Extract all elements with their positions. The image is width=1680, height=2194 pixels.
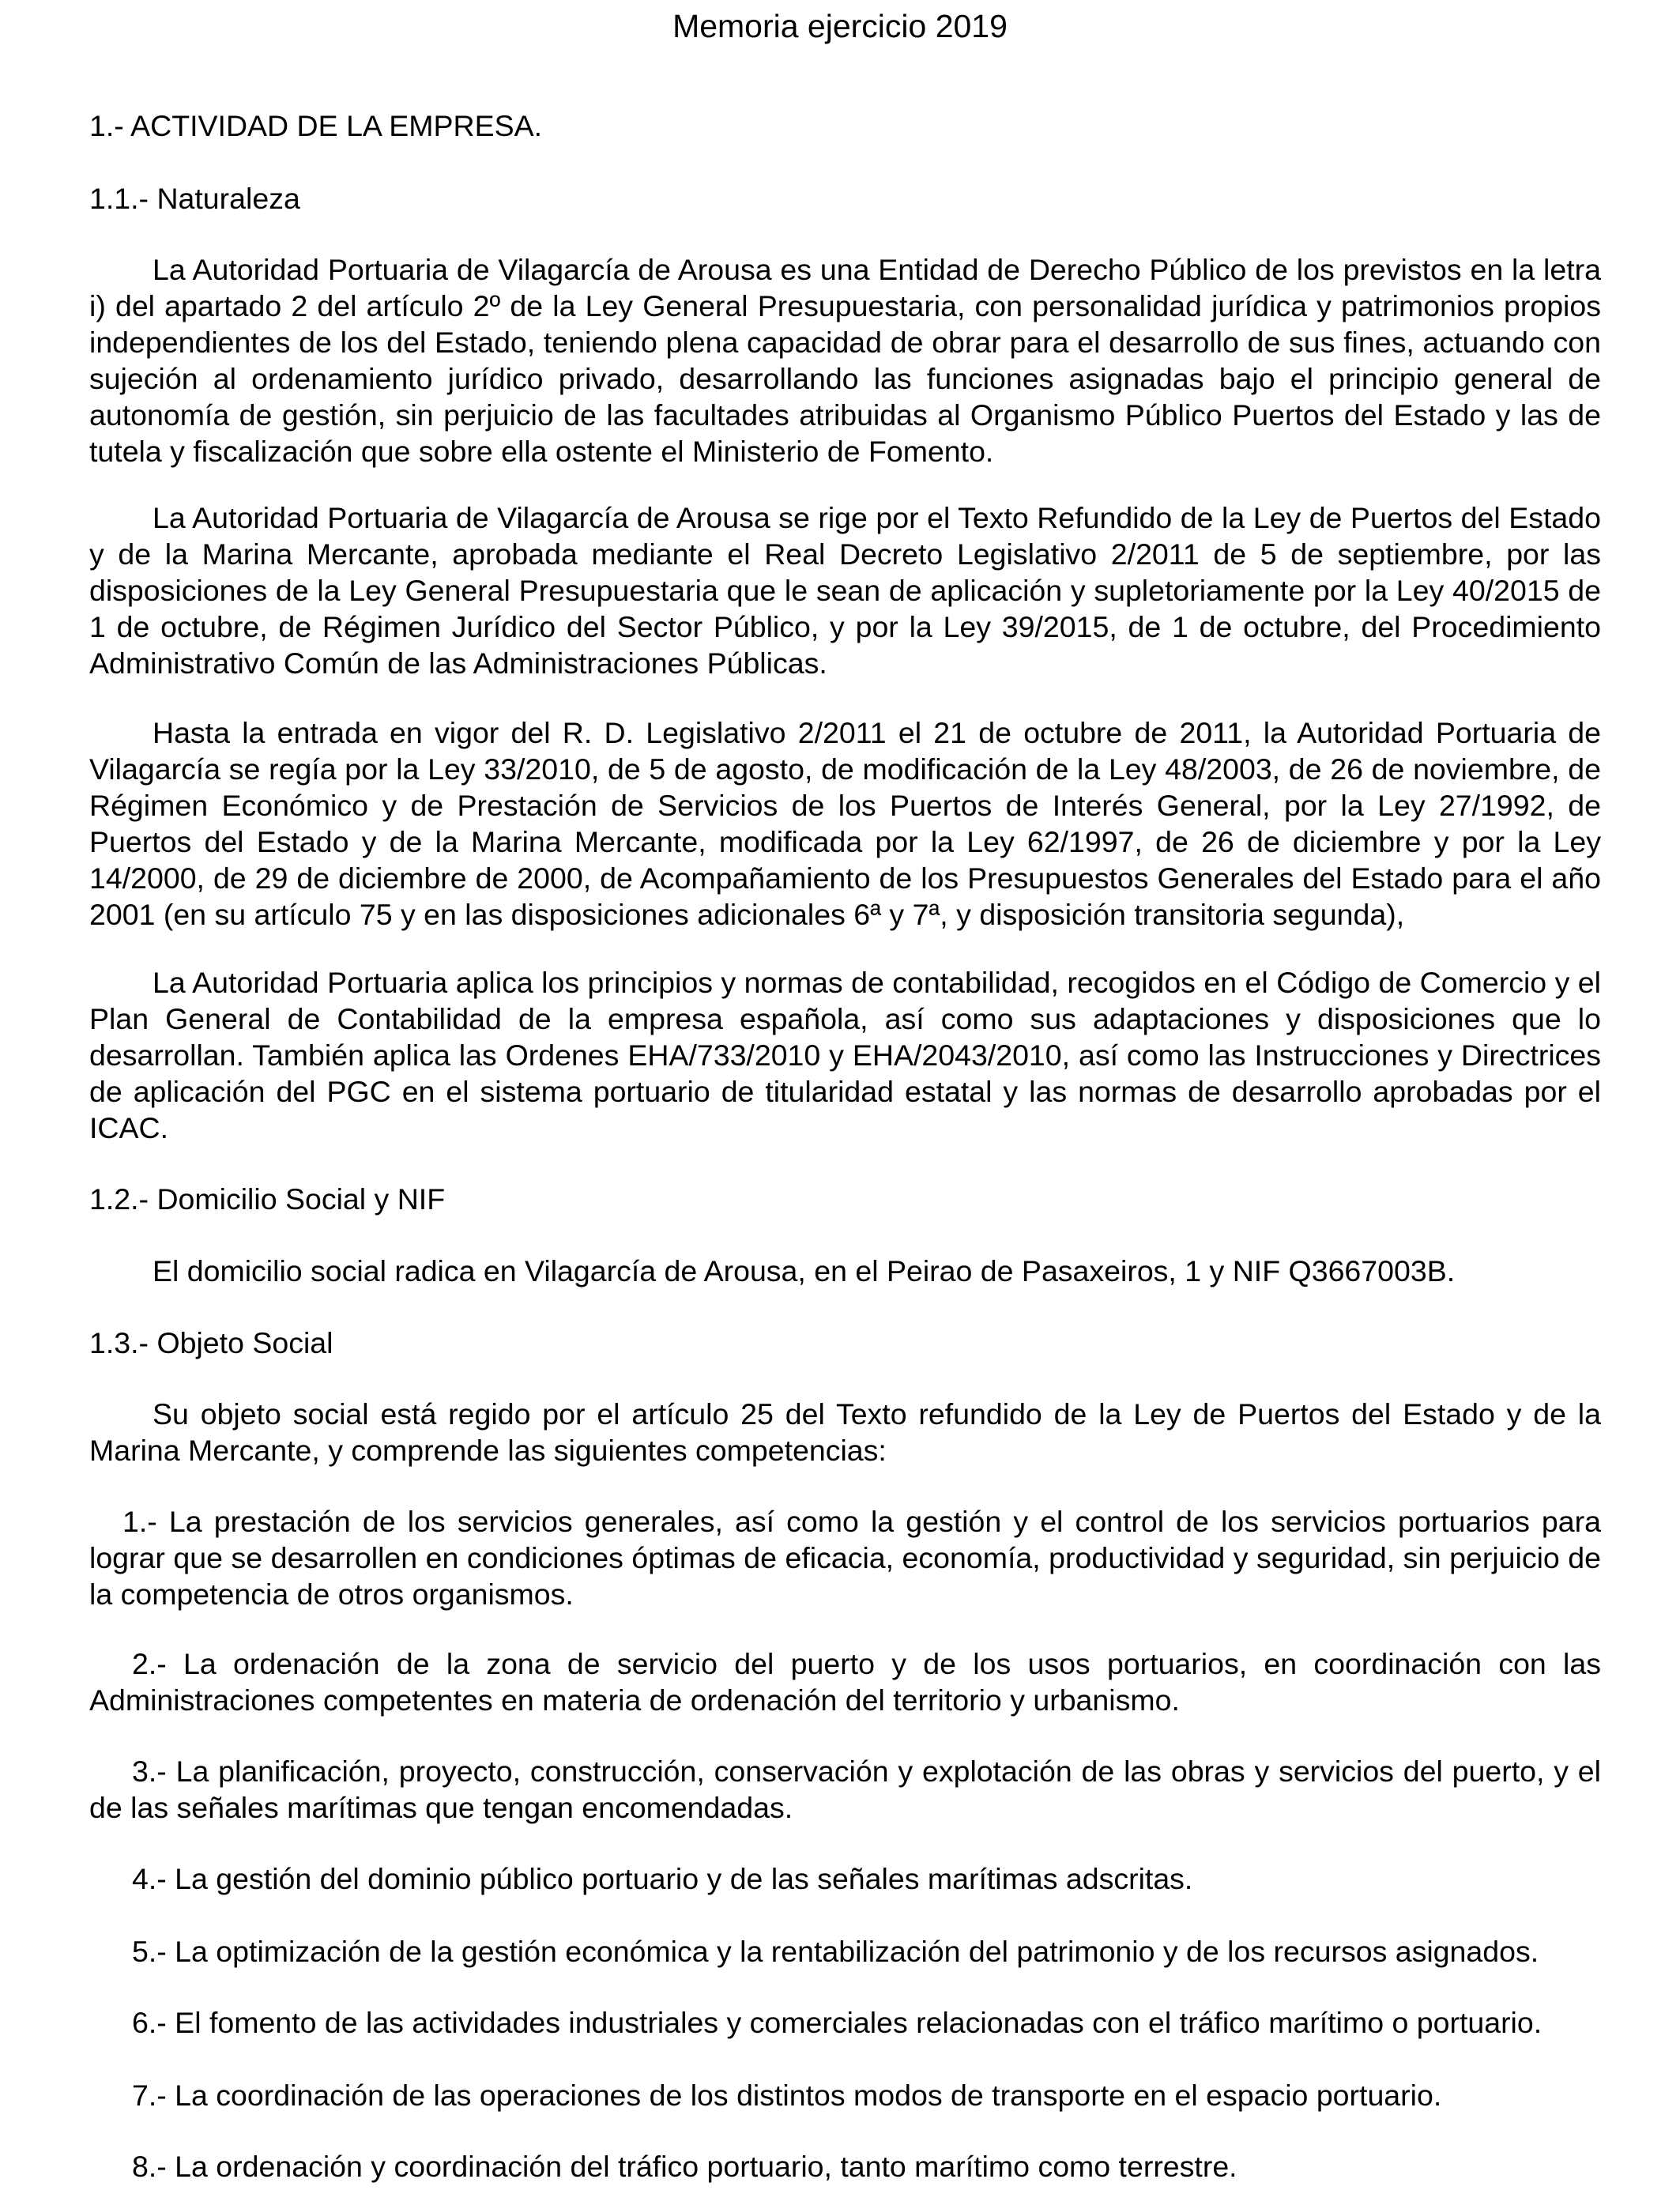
paragraph-naturaleza-4: La Autoridad Portuaria aplica los principios y normas de contabilidad, recogidos en el Código de Comercio y el Plan General de Contabilidad de la empresa española, así como sus adaptaciones y disposiciones que lo desarrollan. También aplica las Ordenes EHA/733/2010 y EHA/2043/2010, así como las Instrucciones y Directrices de aplicación del PGC en el sistema portuario de titularidad estatal y las normas de desarrollo aprobadas por el ICAC. — [89, 966, 1601, 1144]
paragraph-objeto-social: Su objeto social está regido por el artículo 25 del Texto refundido de la Ley de Puertos del Estado y de la Marina Mercante, y comprende las siguientes competencias: — [89, 1397, 1601, 1467]
list-item-5: 5.- La optimización de la gestión económica y la rentabilización del patrimonio y de los recursos asignados. — [132, 1935, 1539, 1968]
list-item-4: 4.- La gestión del dominio público portuario y de las señales marítimas adscritas. — [132, 1862, 1193, 1895]
paragraph-domicilio: El domicilio social radica en Vilagarcía de Arousa, en el Peirao de Pasaxeiros, 1 y NIF Q3667003B. — [153, 1254, 1456, 1287]
paragraph-naturaleza-3: Hasta la entrada en vigor del R. D. Legislativo 2/2011 el 21 de octubre de 2011, la Autoridad Portuaria de Vilagarcía se regía por la Ley 33/2010, de 5 de agosto, de modificación de la Ley 48/2003, de 26 de noviembre, de Régimen Económico y de Prestación de Servicios de los Puertos de Interés General, por la Ley 27/1992, de Puertos del Estado y de la Marina Mercante, modificada por la Ley 62/1997, de 26 de diciembre y por la Ley 14/2000, de 29 de diciembre de 2000, de Acompañamiento de los Presupuestos Generales del Estado para el año 2001 (en su artículo 75 y en las disposiciones adicionales 6ª y 7ª, y disposición transitoria segunda), — [89, 716, 1601, 931]
subsection-1-2-heading: 1.2.- Domicilio Social y NIF — [89, 1182, 446, 1216]
list-item-3: 3.- La planificación, proyecto, construcción, conservación y explotación de las obras y servicios del puerto, y el de las señales marítimas que tengan encomendadas. — [89, 1755, 1601, 1824]
subsection-1-1-heading: 1.1.- Naturaleza — [89, 182, 300, 215]
list-item-7: 7.- La coordinación de las operaciones de los distintos modos de transporte en el espacio portuario. — [132, 2079, 1442, 2112]
document-title: Memoria ejercicio 2019 — [672, 8, 1008, 44]
list-item-6: 6.- El fomento de las actividades industriales y comerciales relacionadas con el tráfico marítimo o portuario. — [132, 2006, 1543, 2039]
list-item-2: 2.- La ordenación de la zona de servicio del puerto y de los usos portuarios, en coordinación con las Administraciones competentes en materia de ordenación del territorio y urbanismo. — [89, 1647, 1601, 1717]
list-item-8: 8.- La ordenación y coordinación del tráfico portuario, tanto marítimo como terrestre. — [132, 2150, 1237, 2183]
paragraph-naturaleza-1: La Autoridad Portuaria de Vilagarcía de Arousa es una Entidad de Derecho Público de los previstos en la letra i) del apartado 2 del artículo 2º de la Ley General Presupuestaria, con personalidad jurídica y patrimonios propios independientes de los del Estado, teniendo plena capacidad de obrar para el desarrollo de sus fines, actuando con sujeción al ordenamiento jurídico privado, desarrollando las funciones asignadas bajo el principio general de autonomía de gestión, sin perjuicio de las facultades atribuidas al Organismo Público Puertos del Estado y las de tutela y fiscalización que sobre ella ostente el Ministerio de Fomento. — [89, 253, 1601, 468]
subsection-1-3-heading: 1.3.- Objeto Social — [89, 1326, 333, 1359]
paragraph-naturaleza-2: La Autoridad Portuaria de Vilagarcía de Arousa se rige por el Texto Refundido de la Ley de Puertos del Estado y de la Marina Mercante, aprobada mediante el Real Decreto Legislativo 2/2011 de 5 de septiembre, por las disposiciones de la Ley General Presupuestaria que le sean de aplicación y supletoriamente por la Ley 40/2015 de 1 de octubre, de Régimen Jurídico del Sector Público, y por la Ley 39/2015, de 1 de octubre, del Procedimiento Administrativo Común de las Administraciones Públicas. — [89, 501, 1601, 680]
list-item-1: 1.- La prestación de los servicios generales, así como la gestión y el control de los servicios portuarios para lograr que se desarrollen en condiciones óptimas de eficacia, economía, productividad y seguridad, sin perjuicio de la competencia de otros organismos. — [89, 1505, 1601, 1611]
section-1-heading: 1.- ACTIVIDAD DE LA EMPRESA. — [89, 109, 543, 142]
